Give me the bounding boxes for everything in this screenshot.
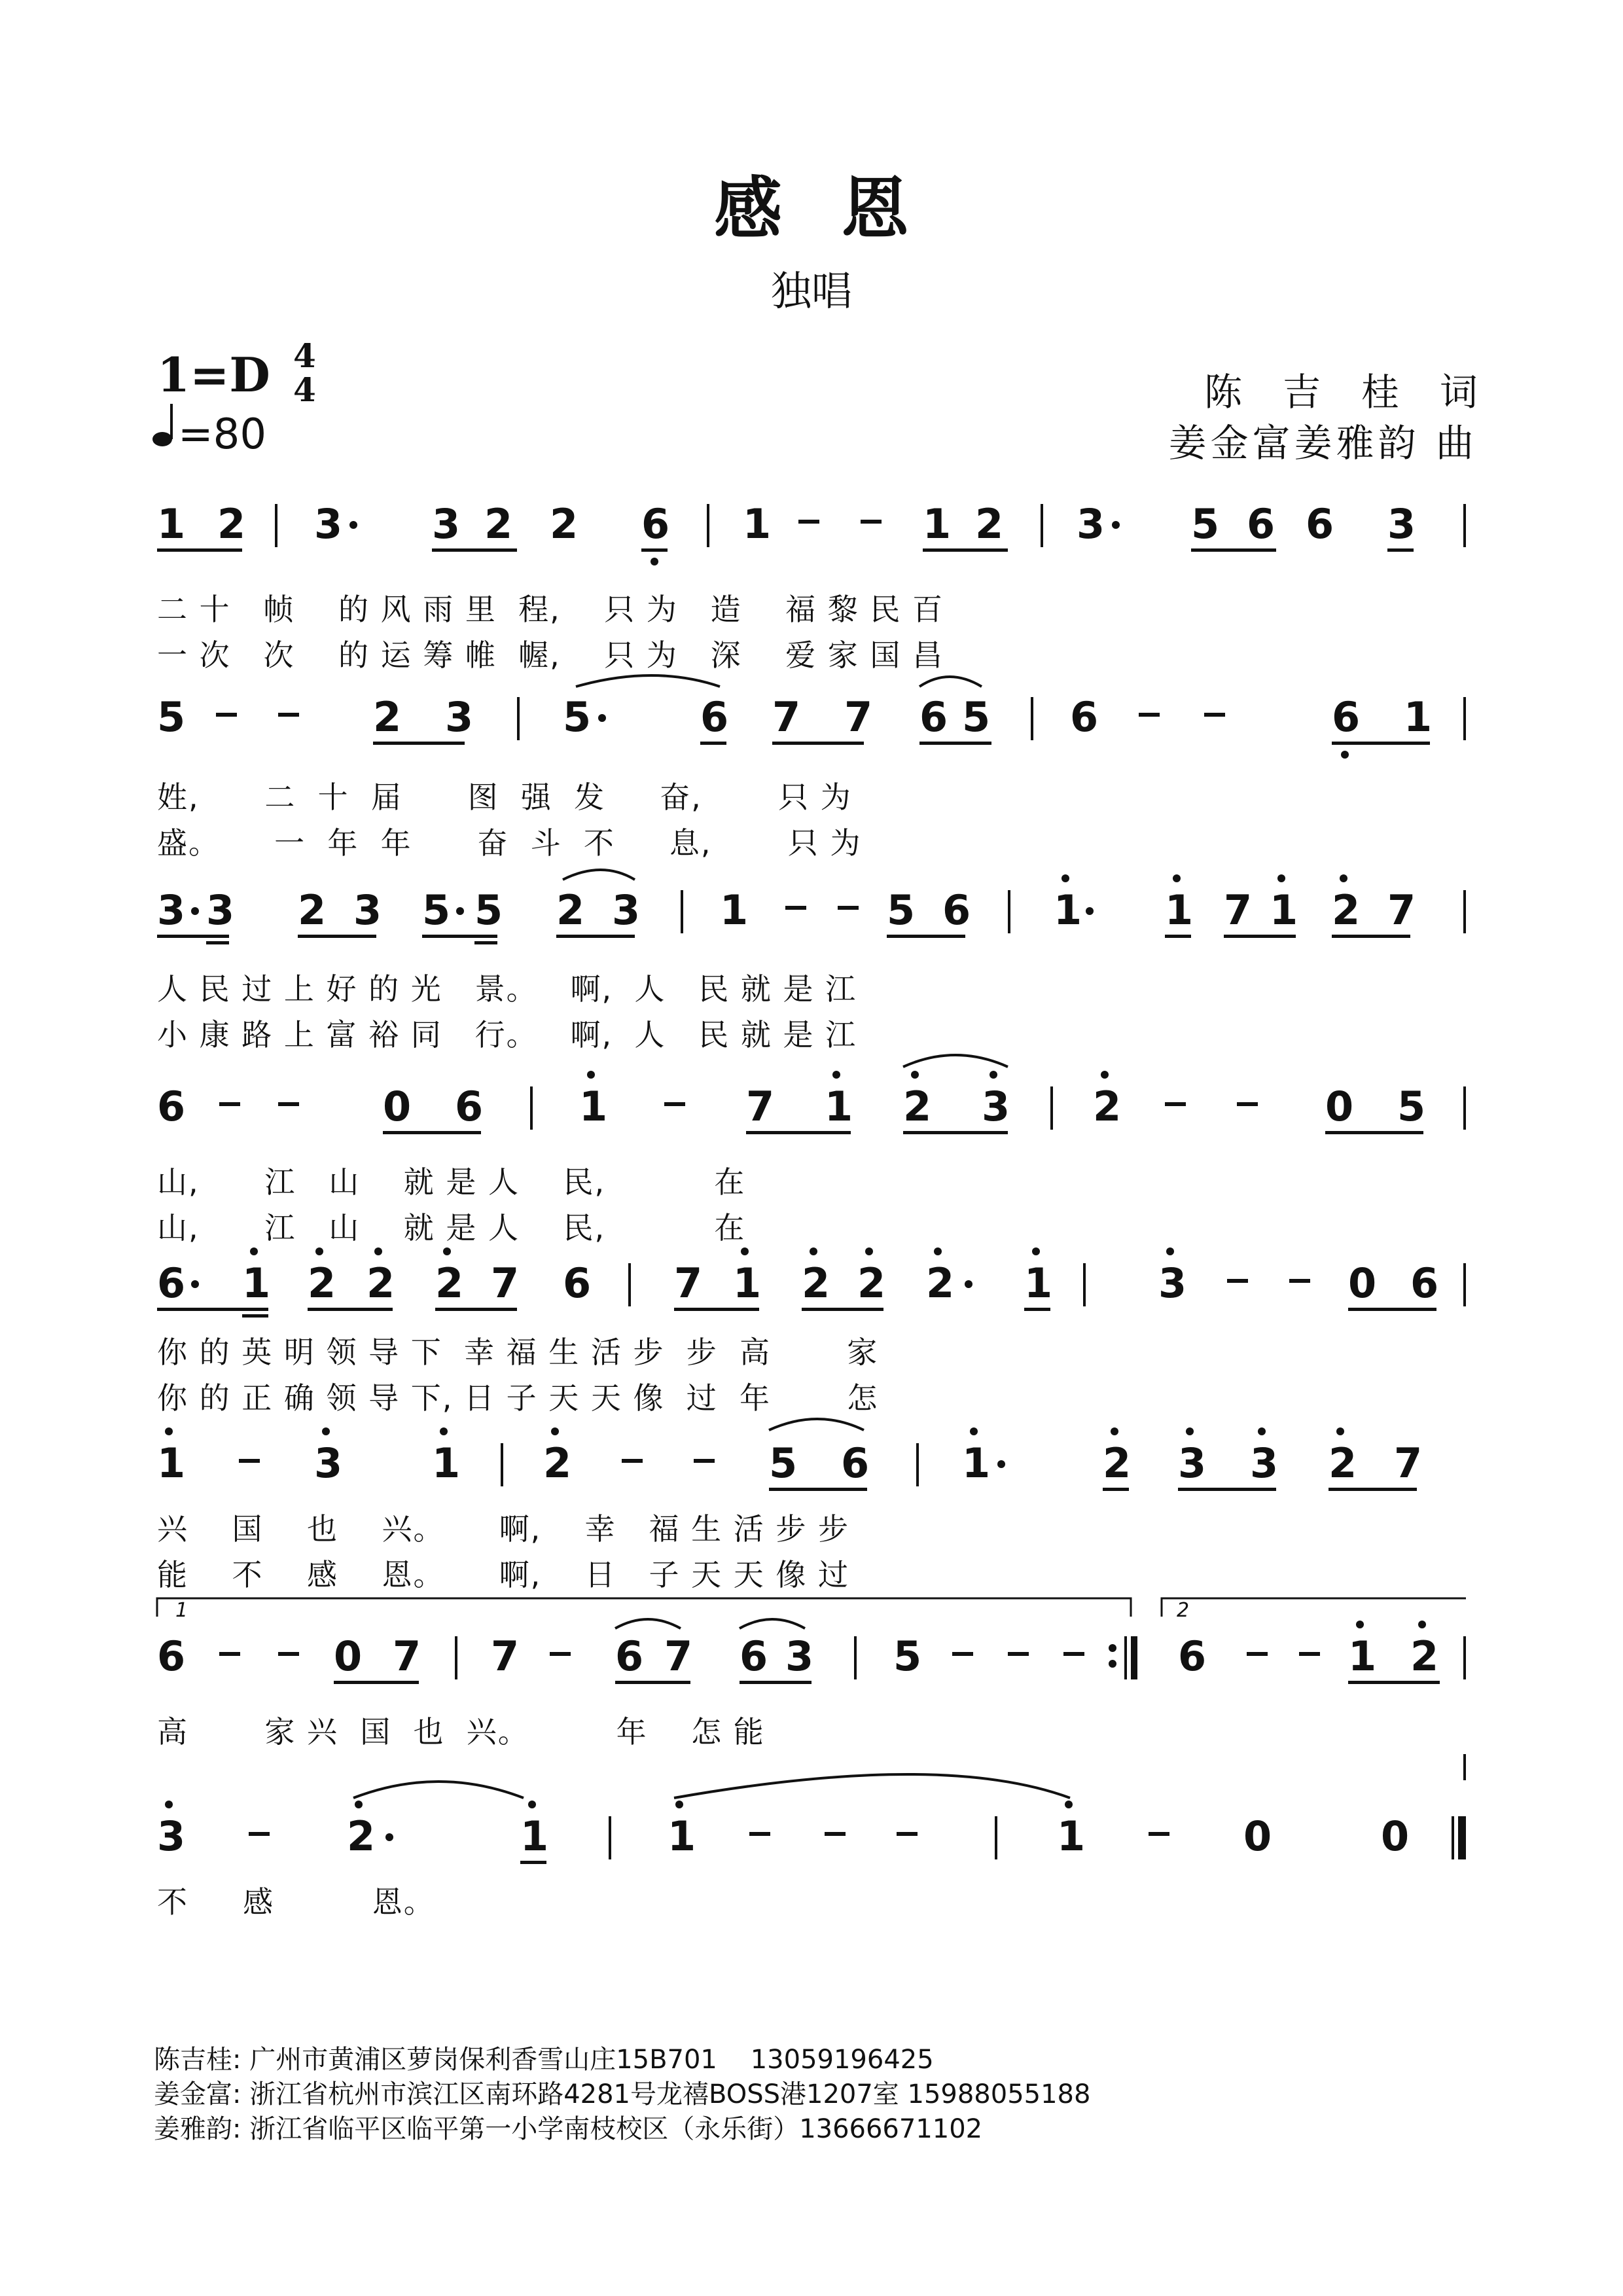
svg-text:5: 5 — [893, 1632, 922, 1680]
svg-text:1: 1 — [157, 500, 186, 548]
score-subtitle: 独唱 — [770, 267, 852, 315]
svg-text:2: 2 — [1103, 1439, 1132, 1487]
notation-row-3 — [157, 884, 1466, 956]
svg-text:6: 6 — [641, 500, 670, 548]
svg-text:1: 1 — [432, 1439, 461, 1487]
svg-text:6: 6 — [1178, 1632, 1207, 1680]
svg-text:6: 6 — [700, 693, 729, 741]
svg-text:5: 5 — [769, 1439, 798, 1487]
tempo-value: =80 — [178, 410, 267, 459]
meter-bottom: 4 — [293, 370, 316, 409]
svg-text:3: 3 — [1178, 1439, 1207, 1487]
svg-text:2: 2 — [802, 1259, 830, 1307]
composer-credit: 姜金富姜雅韵 曲 — [1168, 421, 1478, 465]
svg-text:1: 1 — [1270, 886, 1298, 934]
svg-text:5: 5 — [422, 886, 451, 934]
svg-text:2: 2 — [217, 500, 246, 548]
lyric-row-6-verse-1: 兴 国 也 兴。 啊, 幸 福 生 活 步 步 — [157, 1511, 850, 1547]
notation-row-4 — [157, 1080, 1466, 1152]
svg-text:6: 6 — [615, 1632, 644, 1680]
svg-text:2: 2 — [347, 1812, 376, 1860]
svg-text:2: 2 — [857, 1259, 886, 1307]
svg-text:6: 6 — [919, 693, 948, 741]
staff-row-5 — [157, 1257, 1466, 1316]
svg-text:6: 6 — [1247, 500, 1275, 548]
volta-2-bracket — [1162, 1598, 1466, 1617]
svg-text:3: 3 — [353, 886, 382, 934]
svg-text:7: 7 — [393, 1632, 421, 1680]
svg-text:5: 5 — [887, 886, 916, 934]
lyric-row-1-verse-2: 一 次 次 的 运 筹 帷 幄, 只 为 深 爱 家 国 昌 — [157, 637, 944, 673]
svg-text:3: 3 — [314, 1439, 343, 1487]
lyric-row-5-verse-1: 你 的 英 明 领 导 下 幸 福 生 活 步 步 高 家 — [157, 1335, 879, 1370]
svg-text:5: 5 — [962, 693, 991, 741]
continuation-bar — [1463, 1754, 1466, 1780]
svg-text:6: 6 — [563, 1259, 592, 1307]
svg-text:1: 1 — [242, 1259, 271, 1307]
svg-text:1: 1 — [1348, 1632, 1377, 1680]
notation-row-8 — [157, 1810, 1466, 1882]
tempo-marking — [152, 403, 266, 459]
quarter-note-icon — [152, 403, 178, 459]
notation-row-1 — [157, 497, 1466, 569]
lyric-row-1-verse-1: 二 十 帧 的 风 雨 里 程, 只 为 造 福 黎 民 百 — [157, 592, 944, 627]
staff-row-2 — [157, 691, 1466, 749]
meter-top: 4 — [293, 336, 316, 375]
notation-row-5 — [157, 1257, 1466, 1329]
svg-text:1: 1 — [579, 1083, 608, 1130]
svg-text:3: 3 — [1387, 500, 1416, 548]
svg-text:6: 6 — [455, 1083, 484, 1130]
svg-text:2: 2 — [1329, 1439, 1357, 1487]
svg-text:1: 1 — [923, 500, 952, 548]
volta-1-bracket — [157, 1598, 1131, 1617]
contact-line-2: 姜金富: 浙江省杭州市滨江区南环路4281号龙禧BOSS港1207室 15988055188 — [154, 2079, 1091, 2109]
svg-text:6: 6 — [1070, 693, 1099, 741]
contact-line-1: 陈吉桂: 广州市黄浦区萝岗保利香雪山庄15B701 13059196425 — [154, 2045, 934, 2075]
svg-text:1: 1 — [825, 1083, 853, 1130]
lyric-row-7-verse-1: 高 家 兴 国 也 兴。 年 怎 能 — [157, 1714, 765, 1749]
volta-1-label: 1 — [175, 1599, 188, 1622]
svg-text:1: 1 — [1165, 886, 1194, 934]
svg-text:0: 0 — [1243, 1812, 1272, 1860]
svg-text:6: 6 — [1410, 1259, 1439, 1307]
lyric-row-2-verse-2: 盛。 一 年 年 奋 斗 不 息, 只 为 — [157, 825, 862, 861]
svg-text:0: 0 — [1348, 1259, 1377, 1307]
key-signature: 1=D — [157, 347, 270, 403]
svg-text:3: 3 — [1077, 500, 1105, 548]
lyric-row-3-verse-1: 人 民 过 上 好 的 光 景。 啊, 人 民 就 是 江 — [157, 971, 857, 1007]
svg-text:2: 2 — [903, 1083, 932, 1130]
staff-row-6 — [157, 1437, 1466, 1496]
svg-text:2: 2 — [543, 1439, 572, 1487]
svg-text:6: 6 — [157, 1083, 186, 1130]
lyric-row-8-verse-1: 不 感 恩。 — [157, 1884, 435, 1920]
svg-text:1: 1 — [157, 1439, 186, 1487]
volta-2-label: 2 — [1177, 1599, 1190, 1622]
svg-text:0: 0 — [1325, 1083, 1354, 1130]
svg-text:5: 5 — [157, 693, 186, 741]
time-signature — [293, 336, 316, 409]
svg-text:2: 2 — [435, 1259, 464, 1307]
lyric-row-5-verse-2: 你 的 正 确 领 导 下, 日 子 天 天 像 过 年 怎 — [157, 1380, 879, 1416]
svg-text:3: 3 — [1158, 1259, 1187, 1307]
staff-row-1 — [157, 497, 1466, 556]
lyricist-credit: 陈吉桂词 — [1204, 370, 1518, 414]
svg-text:3: 3 — [785, 1632, 814, 1680]
svg-text:7: 7 — [1224, 886, 1253, 934]
score-title: 感恩 — [713, 169, 968, 249]
svg-text:2: 2 — [298, 886, 327, 934]
svg-text:3: 3 — [157, 886, 186, 934]
svg-text:7: 7 — [746, 1083, 775, 1130]
svg-text:2: 2 — [550, 500, 579, 548]
svg-text:3: 3 — [445, 693, 474, 741]
svg-text:2: 2 — [366, 1259, 395, 1307]
svg-text:6: 6 — [1332, 693, 1361, 741]
svg-text:1: 1 — [1054, 886, 1082, 934]
svg-text:0: 0 — [1381, 1812, 1410, 1860]
svg-text:7: 7 — [491, 1259, 520, 1307]
lyric-row-3-verse-2: 小 康 路 上 富 裕 同 行。 啊, 人 民 就 是 江 — [157, 1017, 857, 1052]
svg-text:2: 2 — [1093, 1083, 1122, 1130]
svg-text:7: 7 — [491, 1632, 520, 1680]
svg-text:7: 7 — [772, 693, 801, 741]
svg-text:2: 2 — [926, 1259, 955, 1307]
svg-text:3: 3 — [432, 500, 461, 548]
svg-text:2: 2 — [308, 1259, 336, 1307]
staff-row-4 — [157, 1080, 1466, 1139]
svg-text:2: 2 — [975, 500, 1004, 548]
svg-text:1: 1 — [668, 1812, 696, 1860]
svg-text:1: 1 — [1024, 1259, 1053, 1307]
svg-text:6: 6 — [157, 1632, 186, 1680]
svg-text:1: 1 — [1404, 693, 1433, 741]
svg-text:2: 2 — [1410, 1632, 1439, 1680]
lyric-row-6-verse-2: 能 不 感 恩。 啊, 日 子 天 天 像 过 — [157, 1557, 850, 1592]
svg-text:5: 5 — [563, 693, 592, 741]
svg-text:3: 3 — [1250, 1439, 1279, 1487]
notation-row-6 — [157, 1437, 1466, 1509]
svg-text:6: 6 — [157, 1259, 186, 1307]
contact-line-3: 姜雅韵: 浙江省临平区临平第一小学南枝校区（永乐街）13666671102 — [154, 2114, 983, 2144]
svg-text:2: 2 — [556, 886, 585, 934]
notation-row-7 — [157, 1599, 1466, 1702]
svg-text:3: 3 — [612, 886, 641, 934]
svg-text:3: 3 — [982, 1083, 1010, 1130]
notation-row-2 — [157, 691, 1466, 762]
svg-text:1: 1 — [720, 886, 749, 934]
svg-text:6: 6 — [740, 1632, 768, 1680]
svg-text:6: 6 — [841, 1439, 870, 1487]
svg-text:6: 6 — [1306, 500, 1334, 548]
svg-text:5: 5 — [1397, 1083, 1426, 1130]
svg-text:0: 0 — [334, 1632, 363, 1680]
svg-text:6: 6 — [942, 886, 971, 934]
svg-text:2: 2 — [373, 693, 402, 741]
svg-text:7: 7 — [674, 1259, 703, 1307]
lyric-row-2-verse-1: 姓, 二 十 届 图 强 发 奋, 只 为 — [157, 780, 852, 815]
svg-text:1: 1 — [520, 1812, 549, 1860]
svg-text:5: 5 — [474, 886, 503, 934]
staff-row-3 — [157, 884, 1466, 942]
svg-text:7: 7 — [664, 1632, 693, 1680]
svg-text:1: 1 — [962, 1439, 991, 1487]
svg-text:1: 1 — [1057, 1812, 1086, 1860]
staff-row-7 — [157, 1599, 1466, 1689]
svg-text:1: 1 — [733, 1259, 762, 1307]
svg-text:2: 2 — [484, 500, 513, 548]
lyric-row-4-verse-2: 山, 江 山 就 是 人 民, 在 — [157, 1210, 746, 1246]
svg-text:3: 3 — [206, 886, 235, 934]
svg-text:7: 7 — [1394, 1439, 1423, 1487]
svg-text:3: 3 — [314, 500, 343, 548]
lyric-row-4-verse-1: 山, 江 山 就 是 人 民, 在 — [157, 1164, 746, 1200]
svg-text:7: 7 — [1387, 886, 1416, 934]
svg-text:1: 1 — [743, 500, 772, 548]
svg-text:3: 3 — [157, 1812, 186, 1860]
svg-text:7: 7 — [844, 693, 873, 741]
svg-text:2: 2 — [1332, 886, 1361, 934]
staff-row-8 — [157, 1810, 1466, 1869]
svg-text:5: 5 — [1191, 500, 1220, 548]
svg-text:0: 0 — [383, 1083, 412, 1130]
